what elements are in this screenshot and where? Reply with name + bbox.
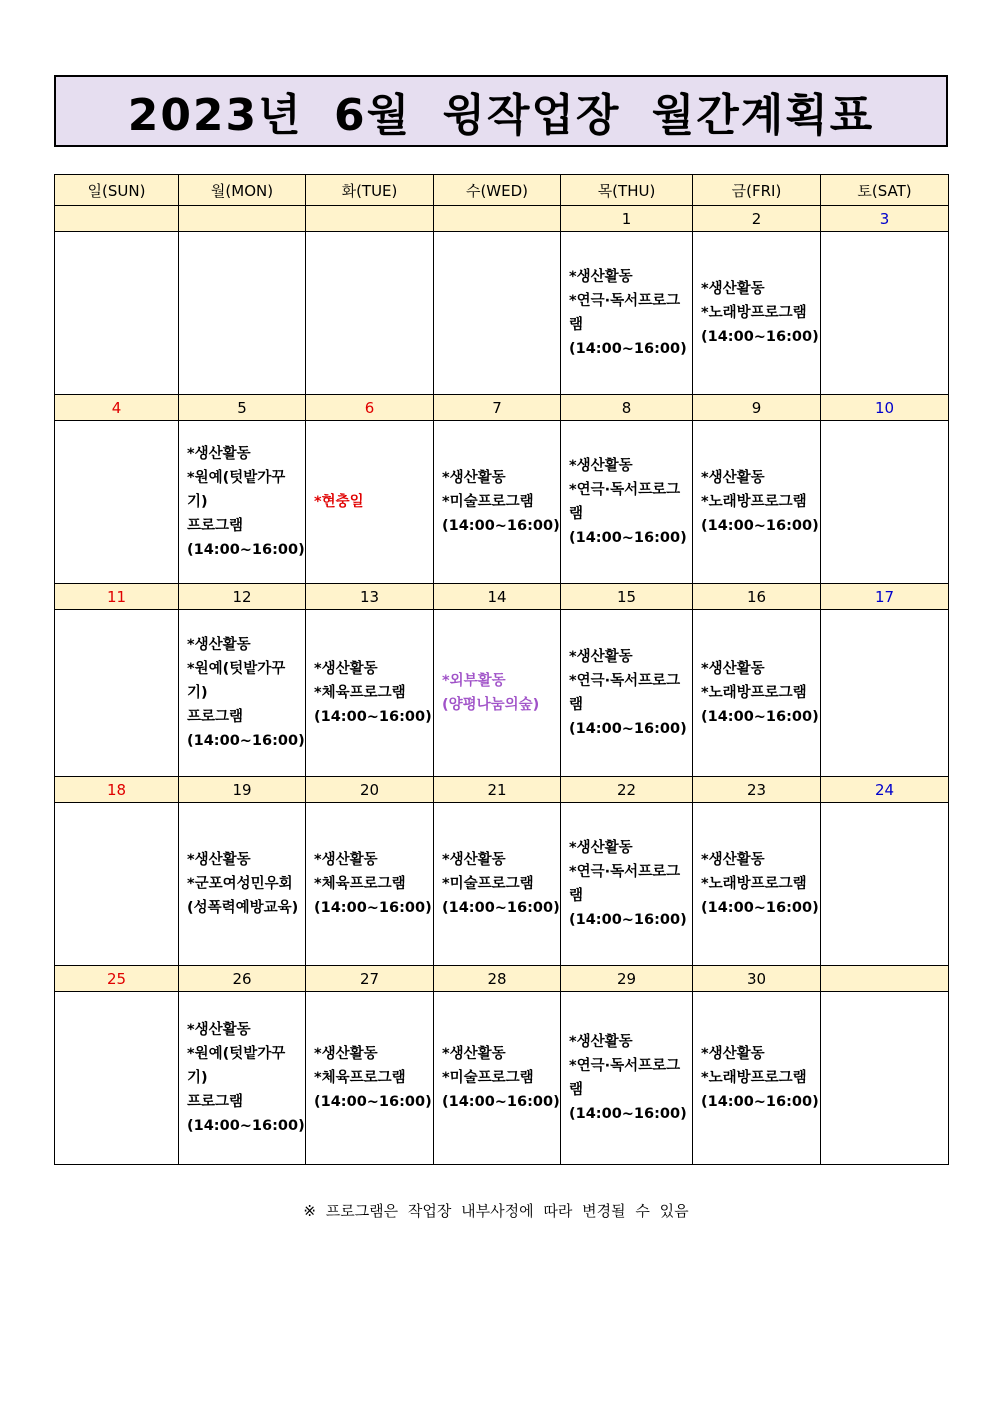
schedule-line: *연극·독서프로그램 [569, 673, 681, 713]
schedule-content [434, 1042, 560, 1114]
schedule-cell [179, 610, 306, 777]
schedule-cell [561, 610, 693, 777]
schedule-content [179, 1018, 305, 1138]
schedule-line: *노래방프로그램 [701, 305, 807, 321]
date-cell: 15 [561, 584, 693, 610]
schedule-row [55, 232, 949, 395]
schedule-cell [561, 232, 693, 395]
schedule-line: *체육프로그램 [314, 685, 406, 701]
schedule-cell [821, 421, 949, 584]
schedule-cell [693, 232, 821, 395]
date-cell: 1 [561, 206, 693, 232]
date-cell [55, 206, 179, 232]
title-box [54, 75, 948, 147]
schedule-line: *생산활동 [187, 1022, 251, 1038]
date-row [55, 584, 949, 610]
schedule-line: 프로그램 [187, 709, 244, 725]
schedule-cell [821, 232, 949, 395]
day-header-mon: 월(MON) [179, 175, 306, 206]
schedule-content [179, 442, 305, 562]
schedule-content [561, 454, 692, 550]
outing-line: (양평나눔의숲) [442, 697, 540, 713]
holiday-label: *현충일 [314, 494, 364, 510]
date-cell: 19 [179, 777, 306, 803]
schedule-line: *생산활동 [187, 852, 251, 868]
schedule-content [306, 848, 433, 920]
schedule-line: (14:00~16:00) [701, 329, 819, 345]
schedule-line: *원예(텃밭가꾸기) [187, 1046, 286, 1086]
schedule-cell [306, 803, 434, 966]
date-cell [434, 206, 561, 232]
schedule-line: (14:00~16:00) [314, 709, 432, 725]
page-title: 2023년 6월 윙작업장 월간계획표 [127, 90, 875, 141]
schedule-line: *생산활동 [442, 852, 506, 868]
schedule-line: *생산활동 [701, 1046, 765, 1062]
schedule-cell [561, 421, 693, 584]
schedule-line: (14:00~16:00) [314, 1094, 432, 1110]
date-cell: 2 [693, 206, 821, 232]
schedule-cell [306, 610, 434, 777]
schedule-cell [561, 803, 693, 966]
schedule-line: (14:00~16:00) [569, 912, 687, 928]
schedule-line: *연극·독서프로그램 [569, 293, 681, 333]
schedule-line: *생산활동 [187, 637, 251, 653]
schedule-line: *생산활동 [314, 661, 378, 677]
date-cell: 29 [561, 966, 693, 992]
schedule-line: (14:00~16:00) [701, 1094, 819, 1110]
date-cell: 14 [434, 584, 561, 610]
date-cell: 18 [55, 777, 179, 803]
schedule-line: *군포여성민우회 [187, 876, 293, 892]
schedule-content [693, 848, 820, 920]
schedule-row [55, 992, 949, 1165]
date-cell: 17 [821, 584, 949, 610]
date-cell: 26 [179, 966, 306, 992]
day-header-fri: 금(FRI) [693, 175, 821, 206]
schedule-line: (14:00~16:00) [701, 709, 819, 725]
schedule-row [55, 803, 949, 966]
weekday-header-row [55, 175, 949, 206]
schedule-cell [179, 421, 306, 584]
date-cell: 11 [55, 584, 179, 610]
date-cell: 7 [434, 395, 561, 421]
schedule-line: (14:00~16:00) [442, 1094, 560, 1110]
schedule-row [55, 610, 949, 777]
date-cell: 16 [693, 584, 821, 610]
schedule-line: *생산활동 [569, 649, 633, 665]
schedule-line: *노래방프로그램 [701, 494, 807, 510]
date-cell: 3 [821, 206, 949, 232]
day-header-sun: 일(SUN) [55, 175, 179, 206]
date-cell: 28 [434, 966, 561, 992]
date-cell: 20 [306, 777, 434, 803]
schedule-line: *생산활동 [442, 470, 506, 486]
schedule-line: *생산활동 [701, 661, 765, 677]
schedule-line: 프로그램 [187, 1094, 244, 1110]
date-cell [306, 206, 434, 232]
schedule-line: *원예(텃밭가꾸기) [187, 661, 286, 701]
schedule-cell [55, 421, 179, 584]
schedule-line: *노래방프로그램 [701, 876, 807, 892]
schedule-line: *체육프로그램 [314, 876, 406, 892]
date-cell: 13 [306, 584, 434, 610]
schedule-line: (14:00~16:00) [187, 733, 305, 749]
date-cell: 27 [306, 966, 434, 992]
schedule-content [179, 633, 305, 753]
schedule-line: (14:00~16:00) [701, 518, 819, 534]
date-row [55, 966, 949, 992]
schedule-line: *연극·독서프로그램 [569, 1058, 681, 1098]
schedule-line: *생산활동 [314, 1046, 378, 1062]
schedule-content [693, 277, 820, 349]
date-cell: 24 [821, 777, 949, 803]
schedule-content [434, 848, 560, 920]
schedule-cell [821, 992, 949, 1165]
date-cell: 10 [821, 395, 949, 421]
schedule-line: *연극·독서프로그램 [569, 482, 681, 522]
date-cell: 30 [693, 966, 821, 992]
schedule-cell [306, 992, 434, 1165]
date-cell [179, 206, 306, 232]
outing-content [434, 669, 560, 717]
schedule-line: *생산활동 [569, 458, 633, 474]
schedule-line: *생산활동 [442, 1046, 506, 1062]
schedule-cell [821, 803, 949, 966]
date-cell: 12 [179, 584, 306, 610]
schedule-cell [434, 992, 561, 1165]
schedule-cell [693, 803, 821, 966]
schedule-row [55, 421, 949, 584]
date-cell [821, 966, 949, 992]
schedule-content [693, 1042, 820, 1114]
schedule-line: 프로그램 [187, 518, 244, 534]
schedule-line: (14:00~16:00) [569, 1106, 687, 1122]
schedule-content [693, 466, 820, 538]
day-header-wed: 수(WED) [434, 175, 561, 206]
date-cell: 23 [693, 777, 821, 803]
schedule-cell [693, 992, 821, 1165]
schedule-line: *미술프로그램 [442, 876, 534, 892]
schedule-cell [434, 803, 561, 966]
date-cell: 6 [306, 395, 434, 421]
date-row [55, 395, 949, 421]
schedule-content [561, 645, 692, 741]
schedule-line: *노래방프로그램 [701, 1070, 807, 1086]
schedule-content [561, 1030, 692, 1126]
schedule-cell [821, 610, 949, 777]
schedule-content [434, 466, 560, 538]
schedule-line: *생산활동 [569, 840, 633, 856]
schedule-cell [434, 610, 561, 777]
date-cell: 8 [561, 395, 693, 421]
schedule-line: (14:00~16:00) [569, 721, 687, 737]
schedule-line: *생산활동 [569, 1034, 633, 1050]
schedule-line: (14:00~16:00) [314, 900, 432, 916]
schedule-line: *미술프로그램 [442, 494, 534, 510]
schedule-cell [693, 421, 821, 584]
calendar-table [54, 174, 949, 1165]
schedule-content [306, 1042, 433, 1114]
date-cell: 4 [55, 395, 179, 421]
schedule-line: *생산활동 [701, 281, 765, 297]
footnote: ※ 프로그램은 작업장 내부사정에 따라 변경될 수 있음 [303, 1202, 689, 1220]
schedule-cell [55, 803, 179, 966]
schedule-cell [55, 610, 179, 777]
day-header-sat: 토(SAT) [821, 175, 949, 206]
schedule-cell [306, 232, 434, 395]
schedule-content [306, 657, 433, 729]
day-header-tue: 화(TUE) [306, 175, 434, 206]
schedule-cell [561, 992, 693, 1165]
schedule-line: (14:00~16:00) [187, 1118, 305, 1134]
schedule-line: (14:00~16:00) [187, 542, 305, 558]
schedule-content [561, 265, 692, 361]
date-row [55, 206, 949, 232]
schedule-line: *노래방프로그램 [701, 685, 807, 701]
schedule-line: *생산활동 [569, 269, 633, 285]
schedule-line: *생산활동 [187, 446, 251, 462]
outing-line: *외부활동 [442, 673, 506, 689]
date-cell: 9 [693, 395, 821, 421]
schedule-line: *생산활동 [701, 852, 765, 868]
schedule-content [693, 657, 820, 729]
schedule-cell [434, 421, 561, 584]
schedule-line: (14:00~16:00) [442, 518, 560, 534]
schedule-cell [179, 803, 306, 966]
schedule-cell [55, 992, 179, 1165]
date-cell: 21 [434, 777, 561, 803]
schedule-line: *원예(텃밭가꾸기) [187, 470, 286, 510]
date-cell: 25 [55, 966, 179, 992]
date-row [55, 777, 949, 803]
schedule-line: *연극·독서프로그램 [569, 864, 681, 904]
day-header-thu: 목(THU) [561, 175, 693, 206]
schedule-line: *체육프로그램 [314, 1070, 406, 1086]
schedule-line: *생산활동 [701, 470, 765, 486]
schedule-cell [55, 232, 179, 395]
schedule-content [561, 836, 692, 932]
date-cell: 22 [561, 777, 693, 803]
schedule-line: (14:00~16:00) [701, 900, 819, 916]
schedule-line: *미술프로그램 [442, 1070, 534, 1086]
date-cell: 5 [179, 395, 306, 421]
schedule-cell [434, 232, 561, 395]
schedule-line: (성폭력예방교육) [187, 900, 299, 916]
schedule-line: (14:00~16:00) [569, 341, 687, 357]
schedule-line: (14:00~16:00) [442, 900, 560, 916]
schedule-line: *생산활동 [314, 852, 378, 868]
schedule-cell [693, 610, 821, 777]
schedule-line: (14:00~16:00) [569, 530, 687, 546]
schedule-cell [179, 232, 306, 395]
schedule-cell [306, 421, 434, 584]
schedule-content [179, 848, 305, 920]
schedule-cell [179, 992, 306, 1165]
holiday-content [306, 490, 433, 514]
